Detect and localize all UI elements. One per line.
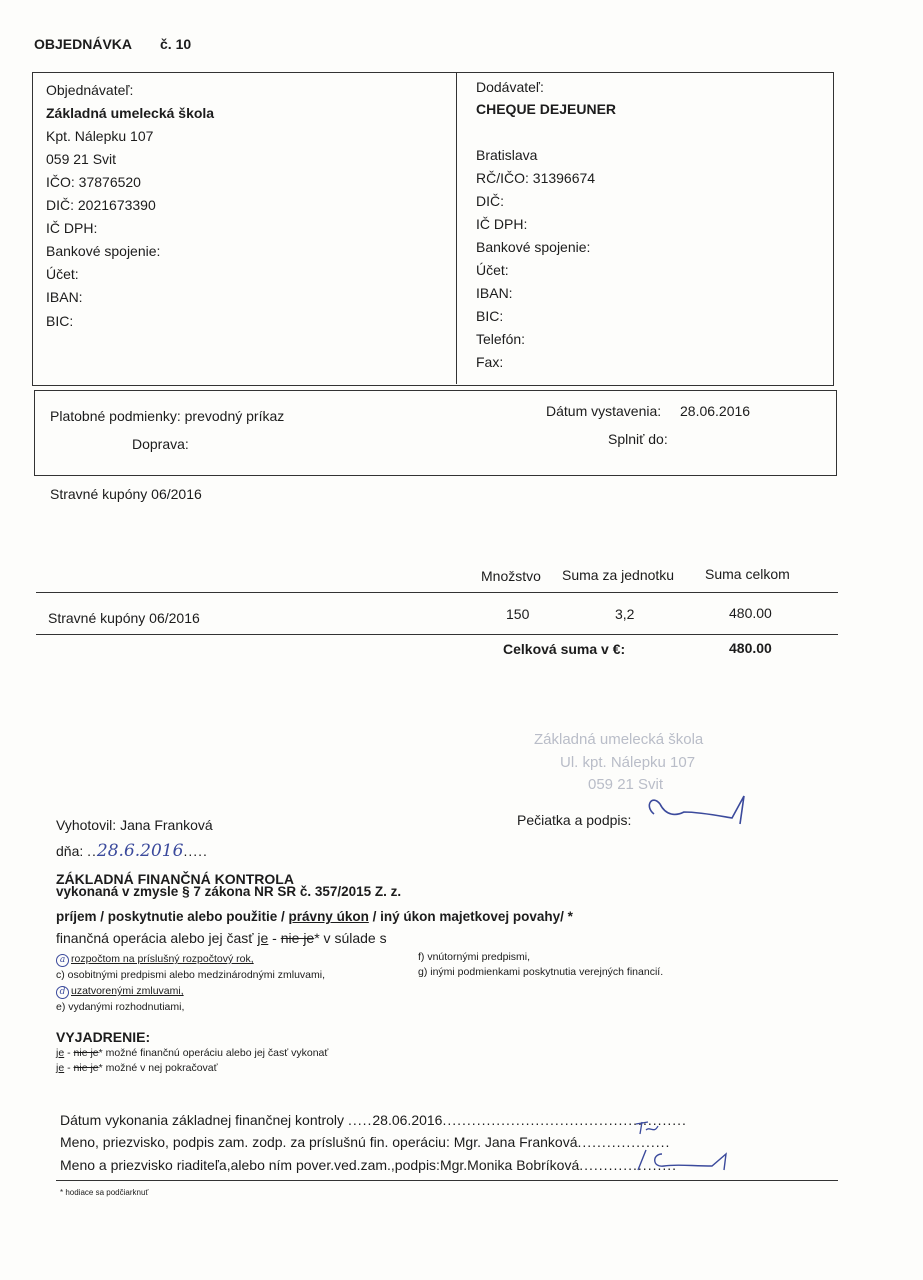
- responsible-initials-icon: [632, 1118, 662, 1142]
- control-line-1: [56, 909, 573, 924]
- option-f: f) vnútornými predpismi,: [418, 951, 531, 963]
- exec-date-line: Dátum vykonania základnej finančnej kontroly .....28.06.2016..................................................: [60, 1112, 687, 1128]
- control-line-2: [56, 930, 387, 946]
- responsible-line: Meno, priezvisko, podpis zam. zodp. za príslušnú fin. operáciu: Mgr. Jana Franková...................: [60, 1134, 671, 1150]
- line2-nie-je-struck: nie je: [280, 930, 315, 946]
- supplier-city: Bratislava: [476, 147, 538, 163]
- option-c: c) osobitnými predpismi alebo medzinárodnými zmluvami,: [56, 969, 326, 981]
- legal-act-underlined: právny úkon: [288, 909, 369, 924]
- parties-divider: [456, 72, 457, 384]
- supplier-phone: Telefón:: [476, 331, 526, 347]
- buyer-label: Objednávateľ:: [46, 82, 134, 98]
- supplier-iban: IBAN:: [476, 285, 513, 301]
- supplier-name: CHEQUE DEJEUNER: [476, 101, 617, 117]
- director-line: Meno a priezvisko riaditeľa,alebo ním pover.ved.zam.,podpis:Mgr.Monika Bobríková....................: [60, 1157, 678, 1173]
- op2-nie-je-struck: nie je: [73, 1062, 99, 1074]
- row-item: Stravné kupóny 06/2016: [48, 610, 200, 626]
- option-e: e) vydanými rozhodnutiami,: [56, 1001, 185, 1013]
- opinion-line-2: je - nie je* možné v nej pokračovať: [56, 1062, 218, 1074]
- buyer-account: Účet:: [46, 266, 79, 282]
- stamp-line-3: 059 21 Svit: [588, 776, 664, 793]
- director-label: Meno a priezvisko riaditeľa,alebo ním pover.ved.zam.,podpis:Mgr.Monika Bobríková: [60, 1157, 580, 1173]
- table-top-rule: [36, 592, 838, 593]
- issued-date: 28.06.2016: [680, 403, 751, 419]
- table-bottom-rule: [36, 634, 838, 635]
- buyer-bank: Bankové spojenie:: [46, 243, 161, 259]
- option-d-mark: d: [56, 986, 69, 999]
- transport-label: Doprava:: [132, 436, 189, 452]
- option-d: [56, 985, 184, 999]
- responsible-label: Meno, priezvisko, podpis zam. zodp. za príslušnú fin. operáciu: Mgr. Jana Franková: [60, 1134, 578, 1150]
- supplier-fax: Fax:: [476, 354, 504, 370]
- grand-total-value: 480.00: [729, 640, 772, 656]
- buyer-dic: DIČ: 2021673390: [46, 197, 156, 213]
- due-label: Splniť do:: [608, 431, 668, 447]
- op1-nie-je-struck: nie je: [73, 1047, 99, 1059]
- control-title: ZÁKLADNÁ FINANČNÁ KONTROLA: [56, 871, 294, 887]
- control-subtitle: vykonaná v zmysle § 7 zákona NR SR č. 357/2015 Z. z.: [56, 884, 402, 899]
- order-number: č. 10: [160, 36, 192, 52]
- option-a-text: rozpočtom na príslušný rozpočtový rok,: [71, 953, 254, 965]
- op1-text: * možné finančnú operáciu alebo jej časť vykonať: [98, 1047, 329, 1059]
- line2-je: je: [257, 930, 269, 946]
- row-unit-price: 3,2: [615, 606, 635, 622]
- director-signature-icon: [640, 786, 760, 830]
- line1-part-a: príjem / poskytnutie alebo použitie /: [56, 909, 289, 924]
- option-d-text: uzatvorenými zmluvami,: [71, 985, 184, 997]
- supplier-dic: DIČ:: [476, 193, 504, 209]
- option-g: g) inými podmienkami poskytnutia verejných financií.: [418, 966, 664, 978]
- buyer-street: Kpt. Nálepku 107: [46, 128, 154, 144]
- grand-total-label: Celková suma v €:: [503, 641, 626, 657]
- prepared-by: Vyhotovil: Jana Franková: [56, 817, 213, 833]
- exec-date-label: Dátum vykonania základnej finančnej kontroly: [60, 1112, 345, 1128]
- buyer-iban: IBAN:: [46, 289, 83, 305]
- footnote: * hodiace sa podčiarknuť: [60, 1188, 149, 1197]
- header-quantity: Množstvo: [481, 568, 541, 584]
- supplier-account: Účet:: [476, 262, 509, 278]
- buyer-city: 059 21 Svit: [46, 151, 117, 167]
- line2-part-a: finančná operácia alebo jej časť: [56, 930, 258, 946]
- seal-label: Pečiatka a podpis:: [517, 812, 632, 828]
- supplier-bic: BIC:: [476, 308, 504, 324]
- buyer-name: Základná umelecká škola: [46, 105, 215, 121]
- line2-dash: -: [268, 930, 281, 946]
- exec-date-value: 28.06.2016: [372, 1112, 443, 1128]
- opinion-line-1: je - nie je* možné finančnú operáciu alebo jej časť vykonať: [56, 1047, 329, 1059]
- supplier-icdph: IČ DPH:: [476, 216, 528, 232]
- stamp-line-2: Ul. kpt. Nálepku 107: [560, 754, 696, 771]
- opinion-title: VYJADRENIE:: [56, 1029, 151, 1045]
- op2-text: * možné v nej pokračovať: [98, 1062, 218, 1074]
- buyer-ico: IČO: 37876520: [46, 174, 141, 190]
- prepared-date: dňa: ..28.6.2016.....: [56, 841, 208, 861]
- op1-je: je: [56, 1047, 65, 1059]
- row-total: 480.00: [729, 605, 772, 621]
- buyer-bic: BIC:: [46, 313, 74, 329]
- footer-rule: [56, 1180, 838, 1181]
- header-unit-price: Suma za jednotku: [562, 567, 675, 583]
- issued-label: Dátum vystavenia:: [546, 403, 662, 419]
- option-a: [56, 953, 254, 967]
- payment-terms: Platobné podmienky: prevodný príkaz: [50, 408, 285, 424]
- stamp-line-1: Základná umelecká škola: [534, 731, 704, 748]
- supplier-ico: RČ/IČO: 31396674: [476, 170, 596, 186]
- op2-je: je: [56, 1062, 65, 1074]
- row-quantity: 150: [506, 606, 530, 622]
- line1-part-c: / iný úkon majetkovej povahy/ *: [368, 909, 573, 924]
- date-label: dňa:: [56, 843, 84, 859]
- handwritten-date: 28.6.2016: [96, 841, 184, 861]
- line2-part-b: * v súlade s: [314, 930, 387, 946]
- supplier-label: Dodávateľ:: [476, 79, 544, 95]
- supplier-bank: Bankové spojenie:: [476, 239, 591, 255]
- order-subject: Stravné kupóny 06/2016: [50, 486, 202, 502]
- option-a-mark: a: [56, 954, 69, 967]
- order-title: OBJEDNÁVKA: [34, 36, 133, 52]
- director-signature-small-icon: [632, 1146, 742, 1176]
- buyer-icdph: IČ DPH:: [46, 220, 98, 236]
- header-total: Suma celkom: [705, 566, 790, 582]
